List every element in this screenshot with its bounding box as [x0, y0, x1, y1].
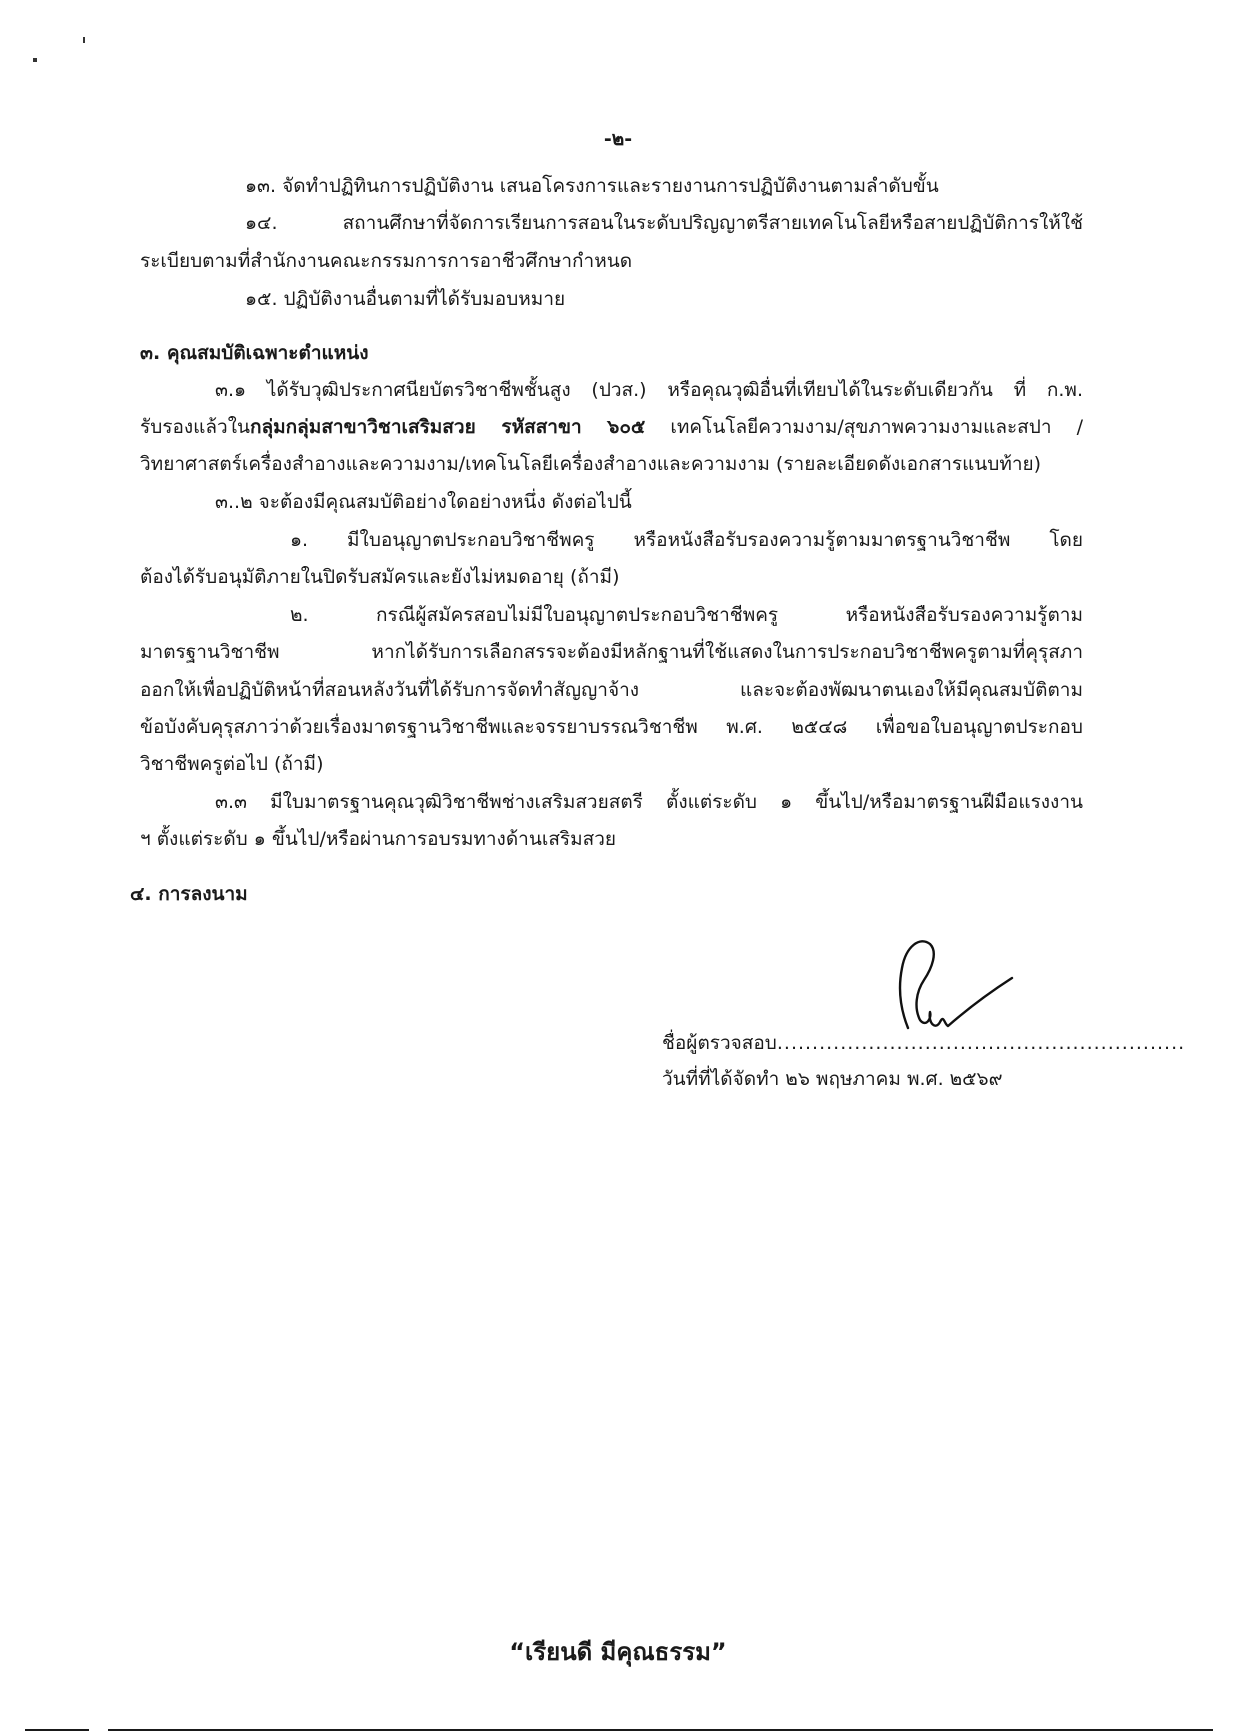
section-3-1-line1: ๓.๑ ได้รับวุฒิประกาศนียบัตรวิชาชีพชั้นสูง (ปวส.) หรือคุณวุฒิอื่นที่เทียบได้ในระดับเดียวกัน ที่ ก.พ.	[215, 379, 1083, 401]
section-3-3-line2: ฯ ตั้งแต่ระดับ ๑ ขึ้นไป/หรือผ่านการอบรมทางด้านเสริมสวย	[140, 828, 617, 850]
section-3-2-1-line2: ต้องได้รับอนุมัติภายในปิดรับสมัครและยังไม่หมดอายุ (ถ้ามี)	[140, 566, 620, 588]
checker-line	[662, 1030, 1185, 1056]
section-3-1-line3: วิทยาศาสตร์เครื่องสำอางและความงาม/เทคโนโลยีเครื่องสำอางและความงาม (รายละเอียดดังเอกสารแนบท้าย)	[140, 453, 1042, 475]
section-3-2-2-line3: ออกให้เพื่อปฏิบัติหน้าที่สอนหลังวันที่ได้รับการจัดทำสัญญาจ้าง และจะต้องพัฒนาตนเองให้มีคุณสมบัติตาม	[140, 679, 1083, 701]
section-3-1-line2	[140, 414, 1083, 440]
checker-label: ชื่อผู้ตรวจสอบ	[662, 1032, 777, 1054]
section-3-1-line2-prefix: รับรองแล้วใน	[140, 416, 250, 438]
section-3-2-2-line2: มาตรฐานวิชาชีพ หากได้รับการเลือกสรรจะต้องมีหลักฐานที่ใช้แสดงในการประกอบวิชาชีพครูตามที่คุรุสภา	[140, 641, 1083, 663]
item-14-line2: ระเบียบตามที่สำนักงานคณะกรรมการการอาชีวศึกษากำหนด	[140, 250, 633, 272]
footer-rule-right	[108, 1729, 1213, 1731]
scan-speck	[33, 58, 37, 62]
item-13: ๑๓. จัดทำปฏิทินการปฏิบัติงาน เสนอโครงการและรายงานการปฏิบัติงานตามลำดับขั้น	[245, 175, 939, 197]
section-3-1-field-group: กลุ่มกลุ่มสาขาวิชาเสริมสวย รหัสสาขา ๖๐๕	[249, 416, 646, 438]
motto: “เรียนดี มีคุณธรรม”	[509, 1638, 727, 1666]
section-3-2-2-line1: ๒. กรณีผู้สมัครสอบไม่มีใบอนุญาตประกอบวิชาชีพครู หรือหนังสือรับรองความรู้ตาม	[290, 604, 1083, 626]
section-3-2-2-line4: ข้อบังคับคุรุสภาว่าด้วยเรื่องมาตรฐานวิชาชีพและจรรยาบรรณวิชาชีพ พ.ศ. ๒๕๔๘ เพื่อขอใบอนุญาตประกอบ	[140, 716, 1083, 738]
section-3-2-1-line1: ๑. มีใบอนุญาตประกอบวิชาชีพครู หรือหนังสือรับรองความรู้ตามมาตรฐานวิชาชีพ โดย	[290, 529, 1083, 551]
date-line: วันที่ที่ได้จัดทำ ๒๖ พฤษภาคม พ.ศ. ๒๕๖๙	[662, 1068, 1003, 1090]
signature-mark	[880, 928, 1020, 1038]
section-3-2-2-line5: วิชาชีพครูต่อไป (ถ้ามี)	[140, 753, 324, 775]
scan-speck	[83, 37, 85, 43]
section-3-3-line1: ๓.๓ มีใบมาตรฐานคุณวุฒิวิชาชีพช่างเสริมสวยสตรี ตั้งแต่ระดับ ๑ ขึ้นไป/หรือมาตรฐานฝีมือแรงงาน	[215, 791, 1083, 813]
section-4-heading: ๔. การลงนาม	[130, 883, 248, 905]
section-3-2: ๓..๒ จะต้องมีคุณสมบัติอย่างใดอย่างหนึ่ง ดังต่อไปนี้	[215, 491, 632, 513]
item-14-line1: ๑๔. สถานศึกษาที่จัดการเรียนการสอนในระดับปริญญาตรีสายเทคโนโลยีหรือสายปฏิบัติการให้ใช้	[245, 212, 1083, 234]
item-15: ๑๕. ปฏิบัติงานอื่นตามที่ได้รับมอบหมาย	[245, 288, 566, 310]
section-3-heading: ๓. คุณสมบัติเฉพาะตำแหน่ง	[140, 342, 369, 364]
section-3-1-line2-suffix: เทคโนโลยีความงาม/สุขภาพความงามและสปา /	[645, 416, 1083, 438]
footer-rule-left	[25, 1729, 89, 1731]
page-number: -๒-	[603, 128, 633, 150]
checker-dots: ..........................................................	[776, 1032, 1186, 1054]
